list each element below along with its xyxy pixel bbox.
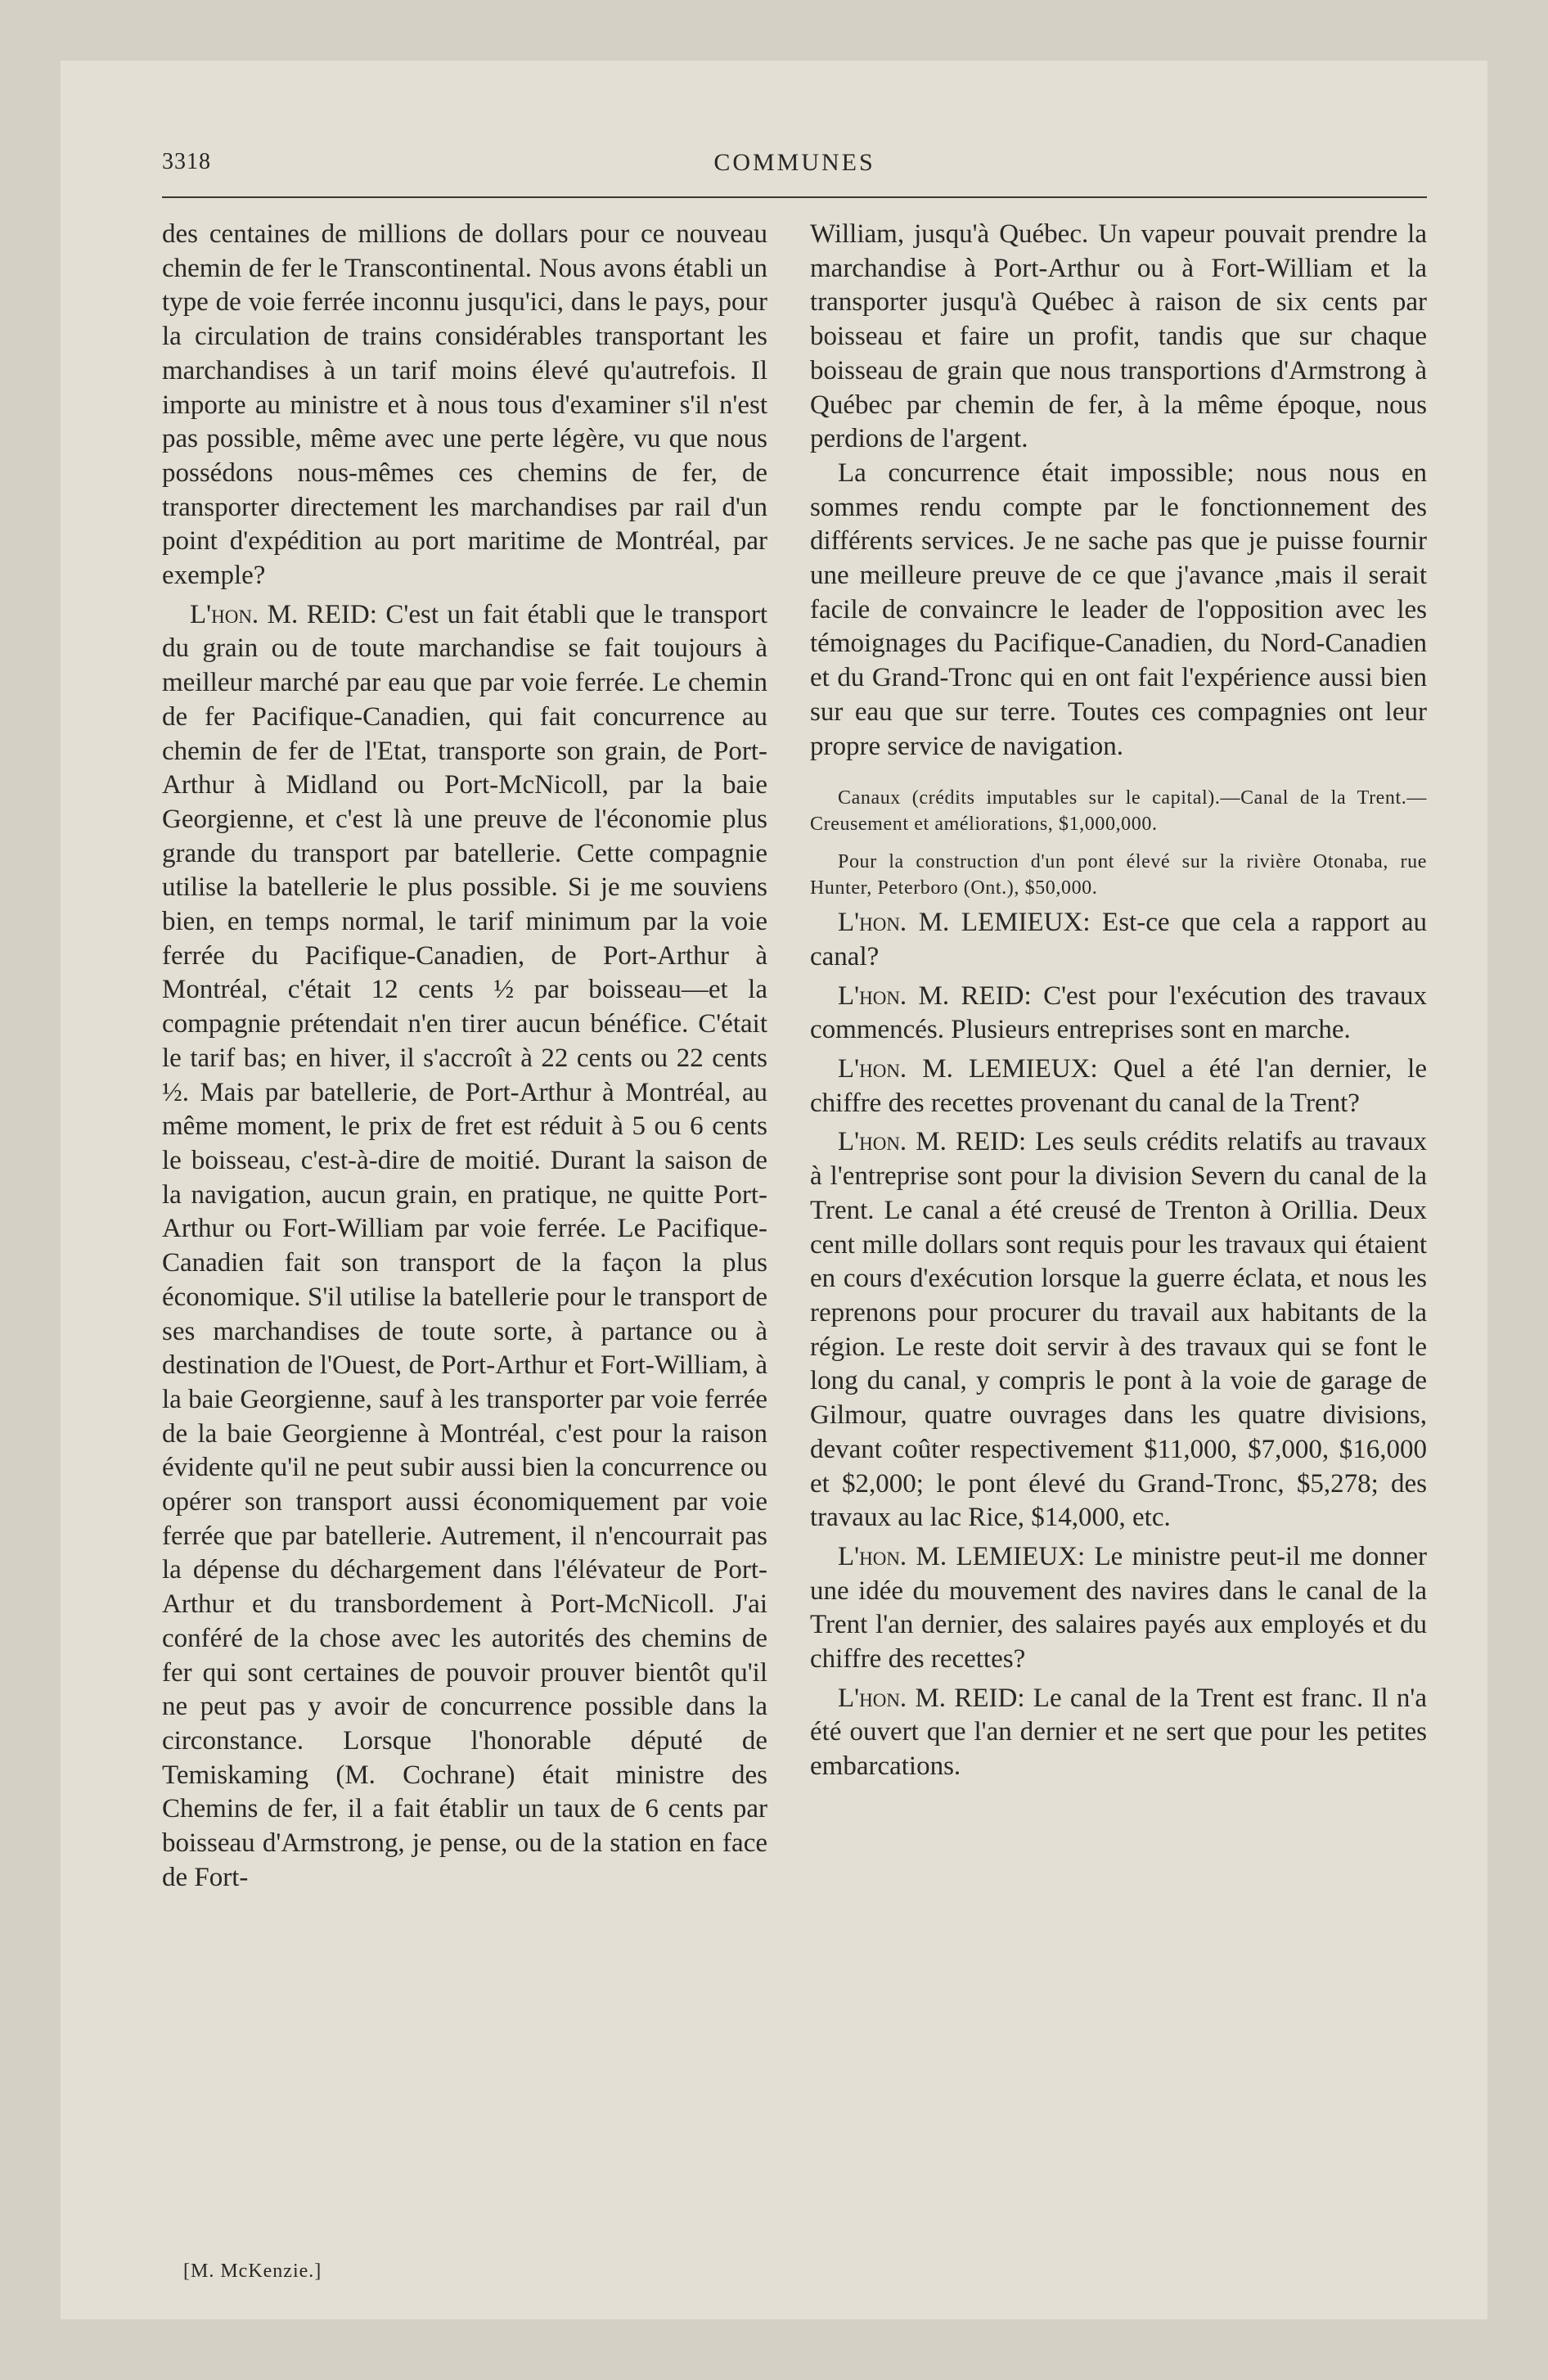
speaker-name: L'hon. M. REID: [190,599,377,629]
paragraph [810,906,1427,974]
speaker-name: L'hon. M. REID: [838,1683,1025,1713]
speaker-name: L'hon. M. LEMIEUX: [838,908,1091,938]
speaker-name: L'hon. M. LEMIEUX: [838,1541,1086,1571]
estimate-text: Pour la construction d'un pont élevé sur la rivière Otonaba, rue Hunter, Peterboro (Ont.), $50,000. [810,851,1427,899]
paragraph-text: Quel a été l'an dernier, le chiffre des recettes provenant du canal de la Trent? [810,1054,1427,1118]
paragraph [810,218,1427,457]
paragraph-text: La concurrence était impossible; nous nous en sommes rendu compte par le fonctionnement des différents services. Je ne sache pas que je puisse fournir une meilleure preuve de ce que j'avance ,mais il serait facile de convaincre le leader de l'opposition avec les témoignages du Pacifique-Canadien, du Nord-Canadien et du Grand-Tronc qui en ont fait l'expérience aussi bien sur eau que sur terre. Toutes ces compagnies ont leur propre service de navigation. [810,458,1427,761]
paragraph [810,457,1427,764]
paragraph-text: C'est un fait établi que le transport du grain ou de toute marchandise se fait toujours à meilleur marché par eau que par voie ferrée. Le chemin de fer Pacifique-Canadien, qui fait concurrence au chemin de fer de l'Etat, transporte son grain, de Port-Arthur à Midland ou Port-McNicoll, par la baie Georgienne, et c'est là une preuve de l'économie plus grande du transport par batellerie. Cette compagnie utilise la batellerie le plus possible. Si je me souviens bien, en temps normal, le tarif minimum par la voie ferrée du Pacifique-Canadien, de Port-Arthur à Montréal, c'était 12 cents ½ par boisseau—et la compagnie prétendait n'en tirer aucun bénéfice. C'était le tarif bas; en hiver, il s'accroît à 22 cents ou 22 cents ½. Mais par batellerie, de Port-Arthur à Montréal, au même moment, le prix de fret est réduit à 5 ou 6 cents le boisseau, c'est-à-dire de moitié. Durant la saison de la navigation, aucun grain, en pratique, ne quitte Port-Arthur ou Fort-William par voie ferrée. Le Pacifique-Canadien fait son transport de la façon la plus économique. S'il utilise la batellerie pour le transport de ses marchandises de toute sorte, à partance ou à destination de l'Ouest, de Port-Arthur et Fort-William, à la baie Georgienne, sauf à les transporter par voie ferrée de la baie Georgienne à Montréal, c'est pour la raison évidente qu'il ne peut subir aussi bien la concurrence ou opérer son transport aussi économiquement par voie ferrée que par batellerie. Autrement, il n'encourrait pas la dépense du déchargement dans l'élévateur de Port-Arthur et du transbordement à Port-McNicoll. J'ai conféré de la chose avec les autorités des chemins de fer qui sont certaines de pouvoir prouver bientôt qu'il ne peut pas y avoir de concurrence possible dans la circonstance. Lorsque l'honorable député de Temiskaming (M. Cochrane) était ministre des Chemins de fer, il a fait établir un taux de 6 cents par boisseau d'Armstrong, je pense, ou de la station en face de Fort- [162,599,768,1892]
paragraph [810,980,1427,1048]
page [61,61,1487,2319]
paragraph-text: William, jusqu'à Québec. Un vapeur pouvait prendre la marchandise à Port-Arthur ou à Fort-William et la transporter jusqu'à Québec à raison de six cents par boisseau et faire un profit, tandis que sur chaque boisseau de grain que nous transportions d'Armstrong à Québec par chemin de fer, à la même époque, nous perdions de l'argent. [810,219,1427,454]
paragraph-text: Les seuls crédits relatifs au travaux à l'entreprise sont pour la division Severn du canal de la Trent. Le canal a été creusé de Trenton à Orillia. Deux cent mille dollars sont requis pour les travaux qui étaient en cours d'exécution lorsque la guerre éclata, et nous les reprenons pour procurer du travail aux habitants de la région. Le reste doit servir à des travaux qui se font le long du canal, y compris le pont à la voie de garage de Gilmour, quatre ouvrages dans les quatre divisions, devant coûter respectivement $11,000, $7,000, $16,000 et $2,000; le pont élevé du Grand-Tronc, $5,278; des travaux au lac Rice, $14,000, etc. [810,1127,1428,1533]
speaker-name: L'hon. M. REID: [838,1127,1027,1157]
paragraph [162,598,767,1895]
paragraph-text: C'est pour l'exécution des travaux commencés. Plusieurs entreprises sont en marche. [810,980,1427,1045]
speaker-name: L'hon. M. LEMIEUX: [838,1054,1098,1084]
paragraph [810,1540,1427,1677]
running-title: COMMUNES [713,149,875,176]
footer-reference: [M. McKenzie.] [183,2261,322,2282]
estimate-text: Canaux (crédits imputables sur le capital).—Canal de la Trent.—Creusement et améliorations, $1,000,000. [810,787,1427,836]
paragraph [810,1053,1427,1120]
paragraph-text: Le ministre peut-il me donner une idée du mouvement des navires dans le canal de la Trent l'an dernier, des salaires payés aux employés et du chiffre des recettes? [810,1541,1427,1675]
header-rule [162,196,1427,198]
speaker-name: L'hon. M. REID: [838,980,1032,1011]
estimate-item [810,849,1427,901]
paragraph-text: Le canal de la Trent est franc. Il n'a été ouvert que l'an dernier et ne sert que pour les petites embarcations. [810,1683,1428,1782]
estimate-item [810,785,1427,837]
paragraph [162,218,767,593]
page-number: 3318 [162,149,211,174]
paragraph-text: Est-ce que cela a rapport au canal? [810,908,1428,971]
paragraph [810,1682,1427,1784]
left-column [162,218,767,1895]
paragraph-text: des centaines de millions de dollars pour ce nouveau chemin de fer le Transcontinental. Nous avons établi un type de voie ferrée inconnu jusqu'ici, dans le pays, pour la circulation de trains considérables transportant les marchandises à un tarif moins élevé qu'autrefois. Il importe au ministre et à nous tous d'examiner s'il n'est pas possible, même avec une perte légère, vu que nous possédons nous-mêmes ces chemins de fer, de transporter directement les marchandises par rail d'un point d'expédition au port maritime de Montréal, par exemple? [162,219,767,591]
paragraph [810,1125,1427,1535]
page-header [162,149,1427,190]
right-column [810,218,1427,1784]
